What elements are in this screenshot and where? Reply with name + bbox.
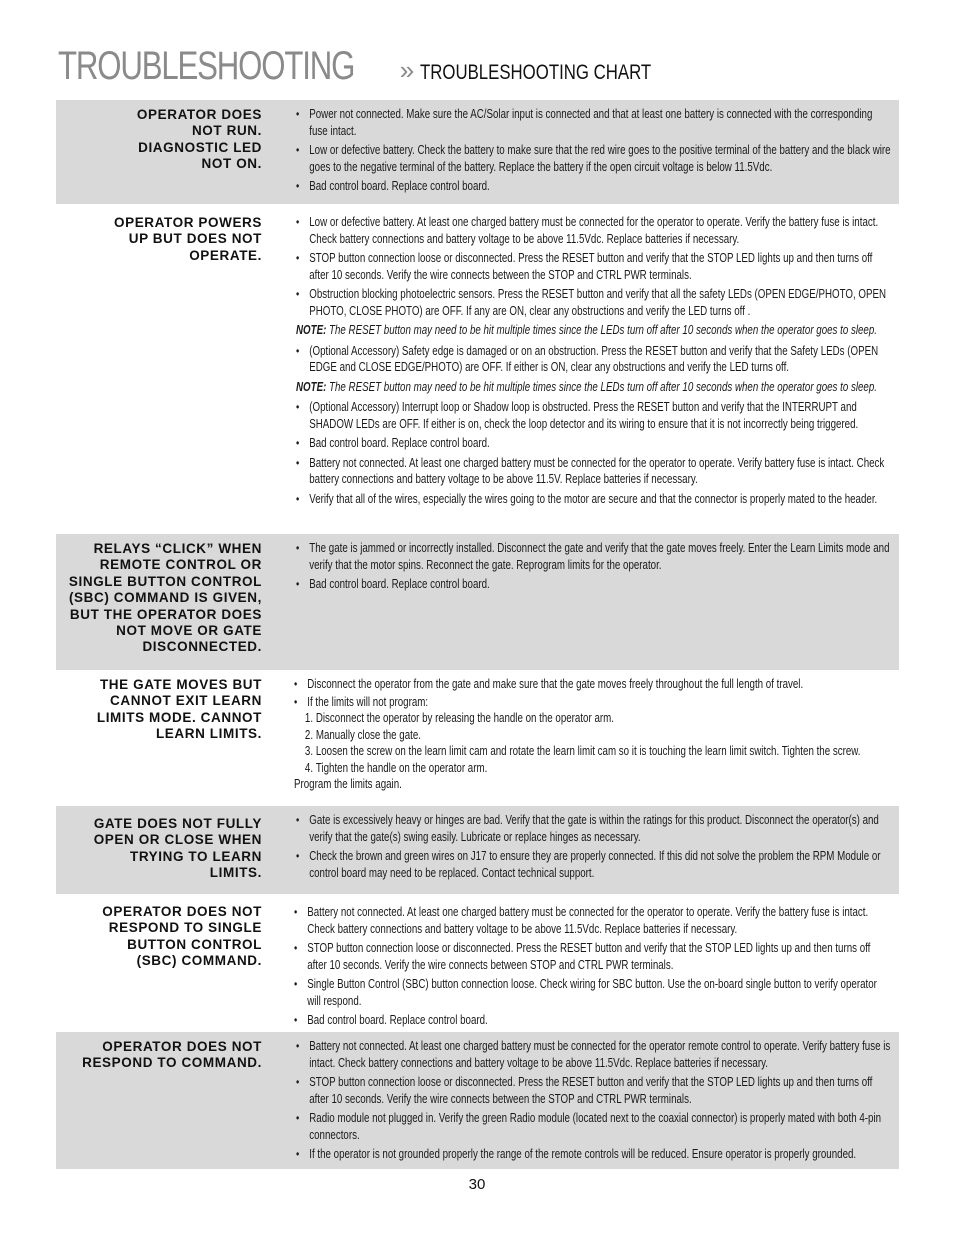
step-item bbox=[294, 760, 892, 777]
troubleshooting-chart bbox=[56, 100, 899, 1169]
solution-item: • Verify that all of the wires, especially the wires going to the motor are secure and that the connector is properly mated to the header. bbox=[296, 491, 892, 508]
solution-item: • Bad control board. Replace control board. bbox=[296, 576, 892, 593]
solution-item: • Battery not connected. At least one charged battery must be connected for the operator to operate. Verify the battery fuse is intact. Check battery connections and battery voltage to be above 11.5Vdc. Replace batteries if necessary. bbox=[294, 904, 892, 937]
solution-cell bbox=[268, 534, 899, 670]
step-text: Disconnect the operator by releasing the handle on the operator arm. bbox=[315, 711, 614, 725]
step-number: 3. bbox=[304, 744, 314, 758]
note-label: NOTE: bbox=[296, 379, 327, 394]
note-label: NOTE: bbox=[296, 323, 327, 337]
problem-label: OPERATOR DOES NOT RUN. DIAGNOSTIC LED NOT ON. bbox=[136, 107, 262, 172]
problem-label: RELAYS “CLICK” WHEN REMOTE CONTROL OR SINGLE BUTTON CONTROL (SBC) COMMAND IS GIVEN, BUT THE OPERATOR DOES NOT MOVE OR GATE DISCONNECTED. bbox=[68, 541, 262, 655]
solution-cell bbox=[268, 100, 899, 204]
solution-item: • Low or defective battery. At least one charged battery must be connected for the operator to operate. Verify the battery fuse is intact. Check battery connections and battery voltage to be above 11.5Vdc. Replace batteries if necessary. bbox=[296, 214, 892, 247]
solution-item: • Power not connected. Make sure the AC/Solar input is connected and that at least one battery is connected with the corresponding fuse intact. bbox=[296, 106, 892, 139]
solution-item: • STOP button connection loose or disconnected. Press the RESET button and verify that the STOP LED lights up and then turns off after 10 seconds. Verify the wire connects between the STOP and CTRL PWR terminals. bbox=[296, 250, 892, 283]
step-item bbox=[294, 743, 892, 760]
solution-cell bbox=[268, 670, 899, 806]
solution-item: • If the operator is not grounded properly the range of the remote controls will be reduced. Ensure operator is properly grounded. bbox=[296, 1146, 892, 1163]
step-item bbox=[294, 710, 892, 727]
problem-label: OPERATOR DOES NOT RESPOND TO SINGLE BUTTON CONTROL (SBC) COMMAND. bbox=[102, 904, 262, 969]
solution-item: • Disconnect the operator from the gate and make sure that the gate moves freely throughout the full length of travel. bbox=[294, 676, 892, 693]
chart-row bbox=[56, 670, 899, 806]
solution-item: • Radio module not plugged in. Verify the green Radio module (located next to the coaxial connector) is properly mated with both 4-pin connectors. bbox=[296, 1110, 892, 1143]
solution-item: • Bad control board. Replace control board. bbox=[296, 178, 892, 195]
note-text: The RESET button may need to be hit multiple times since the LEDs turn off after 10 seconds when the operator goes to sleep. bbox=[329, 323, 877, 337]
step-number: 4. bbox=[304, 760, 314, 775]
step-text: Loosen the screw on the learn limit cam and rotate the learn limit cam so it is touching the learn limit switch. Tighten the screw. bbox=[315, 744, 861, 758]
solution-item: • Obstruction blocking photoelectric sensors. Press the RESET button and verify that all the safety LEDs (OPEN EDGE/PHOTO, OPEN PHOTO, CLOSE PHOTO) are OFF. If any are ON, clear any obstructions and verify the LED turns off . bbox=[296, 286, 892, 319]
closing-text: Program the limits again. bbox=[294, 777, 402, 791]
note-text: The RESET button may need to be hit multiple times since the LEDs turn off after 10 seconds when the operator goes to sleep. bbox=[329, 379, 877, 394]
page-number: 30 bbox=[468, 1176, 486, 1193]
note bbox=[296, 379, 892, 396]
solution-cell bbox=[268, 1032, 899, 1169]
solution-item: • Bad control board. Replace control board. bbox=[294, 1012, 892, 1029]
solution-cell bbox=[268, 806, 899, 894]
problem-label: GATE DOES NOT FULLY OPEN OR CLOSE WHEN TRYING TO LEARN LIMITS. bbox=[93, 816, 262, 881]
step-text: Tighten the handle on the operator arm. bbox=[315, 760, 488, 775]
problem-label: OPERATOR DOES NOT RESPOND TO COMMAND. bbox=[82, 1039, 262, 1071]
solution-item: • (Optional Accessory) Safety edge is damaged or on an obstruction. Press the RESET button and verify that the Safety LEDs (OPEN EDGE and CLOSE EDGE/PHOTO) are OFF. If either is ON, clear any obstructions and verify the LED turns off. bbox=[296, 343, 892, 376]
solution-item: • Bad control board. Replace control board. bbox=[296, 435, 892, 452]
solution-item: • STOP button connection loose or disconnected. Press the RESET button and verify that the STOP LED lights up and then turns off after 10 seconds. Verify the wire connects between STOP and CTRL PWR terminals. bbox=[294, 940, 892, 973]
solution-item: • If the limits will not program: bbox=[294, 694, 892, 711]
solution-cell bbox=[268, 208, 899, 534]
problem-label: OPERATOR POWERS UP BUT DOES NOT OPERATE. bbox=[113, 215, 262, 263]
chart-row bbox=[56, 806, 899, 894]
chart-row bbox=[56, 534, 899, 670]
solution-item: • Low or defective battery. Check the battery to make sure that the red wire goes to the positive terminal of the battery and the black wire goes to the negative terminal of the battery. Replace the battery if the open circuit voltage is below 11.5Vdc. bbox=[296, 142, 892, 175]
page-header bbox=[58, 44, 898, 88]
solution-item: • Battery not connected. At least one charged battery must be connected for the operator remote control to operate. Verify battery fuse is intact. Check battery connections and battery voltage to be above 11.5Vdc. Replace batteries if necessary. bbox=[296, 1038, 892, 1071]
page-subtitle: TROUBLESHOOTING CHART bbox=[420, 61, 652, 84]
problem-label: THE GATE MOVES BUT CANNOT EXIT LEARN LIMITS MODE. CANNOT LEARN LIMITS. bbox=[96, 677, 262, 742]
solution-item: • Check the brown and green wires on J17 to ensure they are properly connected. If this did not solve the problem the RPM Module or control board may need to be replaced. Contact technical support. bbox=[296, 848, 892, 881]
solution-cell bbox=[268, 894, 899, 1032]
solution-item: • Gate is excessively heavy or hinges are bad. Verify that the gate is within the ratings for this product. Disconnect the operator(s) and verify that the gate(s) swing easily. Lubricate or replace hinges as necessary. bbox=[296, 812, 892, 845]
step-item bbox=[294, 727, 892, 744]
step-number: 1. bbox=[304, 711, 314, 725]
chart-row bbox=[56, 100, 899, 204]
solution-item: • The gate is jammed or incorrectly installed. Disconnect the gate and verify that the gate moves freely. Enter the Learn Limits mode and verify that the motor spins. Reconnect the gate. Reprogram limits for the operator. bbox=[296, 540, 892, 573]
title-separator: » bbox=[399, 55, 415, 85]
note bbox=[296, 322, 892, 339]
page-title: TROUBLESHOOTING bbox=[58, 44, 355, 88]
solution-item: • Single Button Control (SBC) button connection loose. Check wiring for SBC button. Use the on-board single button to verify operator will respond. bbox=[294, 976, 892, 1009]
solution-item: • Battery not connected. At least one charged battery must be connected for the operator to operate. Verify battery fuse is intact. Check battery connections and battery voltage to be above 11.5V. Replace batteries if necessary. bbox=[296, 455, 892, 488]
step-text: Manually close the gate. bbox=[315, 727, 421, 742]
chart-row bbox=[56, 1032, 899, 1169]
solution-item: • (Optional Accessory) Interrupt loop or Shadow loop is obstructed. Press the RESET button and verify that the INTERRUPT and SHADOW LEDs are OFF. If either is on, check the loop detector and its wiring to ensure that it is not incorrectly being triggered. bbox=[296, 399, 892, 432]
step-number: 2. bbox=[304, 727, 314, 742]
solution-item: • STOP button connection loose or disconnected. Press the RESET button and verify that the STOP LED lights up and then turns off after 10 seconds. Verify the wire connects between the STOP and CTRL PWR terminals. bbox=[296, 1074, 892, 1107]
chart-row bbox=[56, 894, 899, 1032]
chart-row bbox=[56, 208, 899, 534]
